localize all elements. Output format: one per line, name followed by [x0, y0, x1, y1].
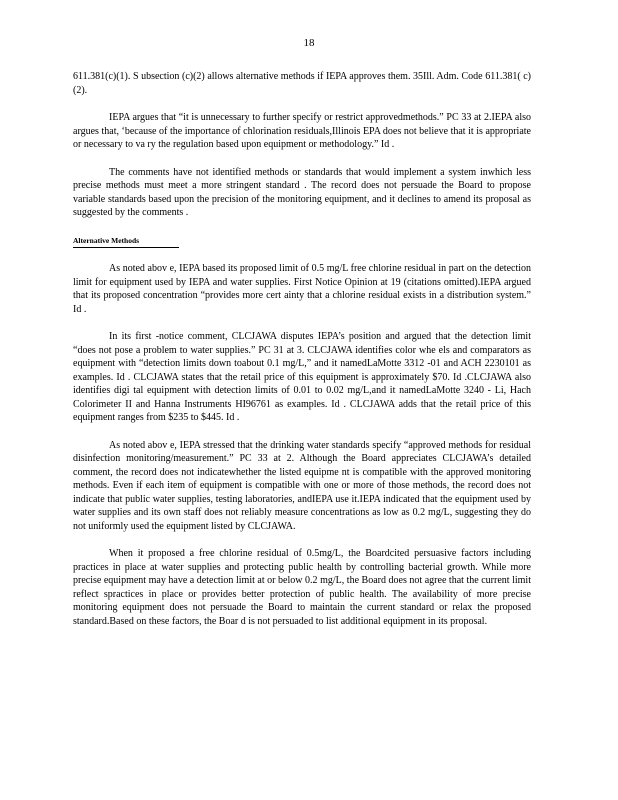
paragraph-iepa-argues: IEPA argues that “it is unnecessary to further specify or restrict approvedmethods.” PC 33 at 2.IEPA also argues that, ‘because of the importance of chlorination residuals,Illinois EPA does not believe that it is appropriate or necessary to va ry the regulation based upon equipment or methodology.” Id . — [73, 112, 531, 150]
page-number: 18 — [303, 37, 315, 49]
document-body — [73, 70, 531, 642]
section-heading: Alternative Methods — [73, 234, 179, 249]
paragraph-iepa-stressed: As noted abov e, IEPA stressed that the drinking water standards specify “approved methods for residual disinfection monitoring/measurement.” PC 33 at 2. Although the Board appreciates CLCJAWA’s detailed comment, the record does not indicatewhether the listed equipme nt is compatible with the approved monitoring methods. Even if each item of equipment is compatible with one or more of those methods, the record does not indicate that public water supplies, testing laboratories, andIEPA use it.IEPA indicated that the equipment used by water supplies and its own staff does not reliably measure concentrations as low as 0.2 mg/L, suggesting they do not uniformly used the equipment listed by CLCJAWA. — [73, 439, 531, 532]
paragraph-continuation: 611.381(c)(1). S ubsection (c)(2) allows alternative methods if IEPA approves them. 35Ill. Adm. Code 611.381( c)(2). — [73, 71, 531, 96]
paragraph-board-conclusion: When it proposed a free chlorine residual of 0.5mg/L, the Boardcited persuasive factors including practices in place at water supplies and protecting public health by controlling bacterial growth. While more precise equipment may have a detection limit at or below 0.2 mg/L, the Board does not agree that the current limit reflect spractices in place or provides better protection of public health. The availability of more precise monitoring equipment does not persuade the Board to maintain the current standard or relax the proposed standard.Based on these factors, the Boar d is not persuaded to list additional equipment in its proposal. — [73, 548, 531, 627]
paragraph-iepa-based-limit: As noted abov e, IEPA based its proposed limit of 0.5 mg/L free chlorine residual in part on the detection limit for equipment used by IEPA and water supplies. First Notice Opinion at 19 (citations omitted).IEPA argued that its proposed concentration “provides more cert ainty that a chlorine residual exists in a distribution system.” Id . — [73, 263, 531, 315]
paragraph-comments-not-identified: The comments have not identified methods or standards that would implement a system inwhich less precise methods must meet a more stringent standard . The record does not persuade the Board to propose variable standards based upon the precision of the monitoring equipment, and it declines to amend its proposal as suggested by the comments . — [73, 166, 531, 218]
paragraph-clcjawa-comment: In its first -notice comment, CLCJAWA disputes IEPA’s position and argued that the detection limit “does not pose a problem to water supplies.” PC 31 at 3. CLCJAWA identifies color whe els and comparators as equipment with “detection limits down toabout 0.1 mg/L,” and it namedLaMotte 3312 -01 and ACH 2230101 as examples. Id . CLCJAWA states that the retail price of this equipment is approximately $70. Id .CLCJAWA also identifies digi tal equipment with detection limits of 0.01 to 0.02 mg/L,and it namedLaMotte 3240 - Li, Hach Colorimeter II and Hanna Instruments HI96761 as examples. Id . CLCJAWA adds that the retail price of this equipment ranges from $235 to $445. Id . — [73, 331, 531, 423]
